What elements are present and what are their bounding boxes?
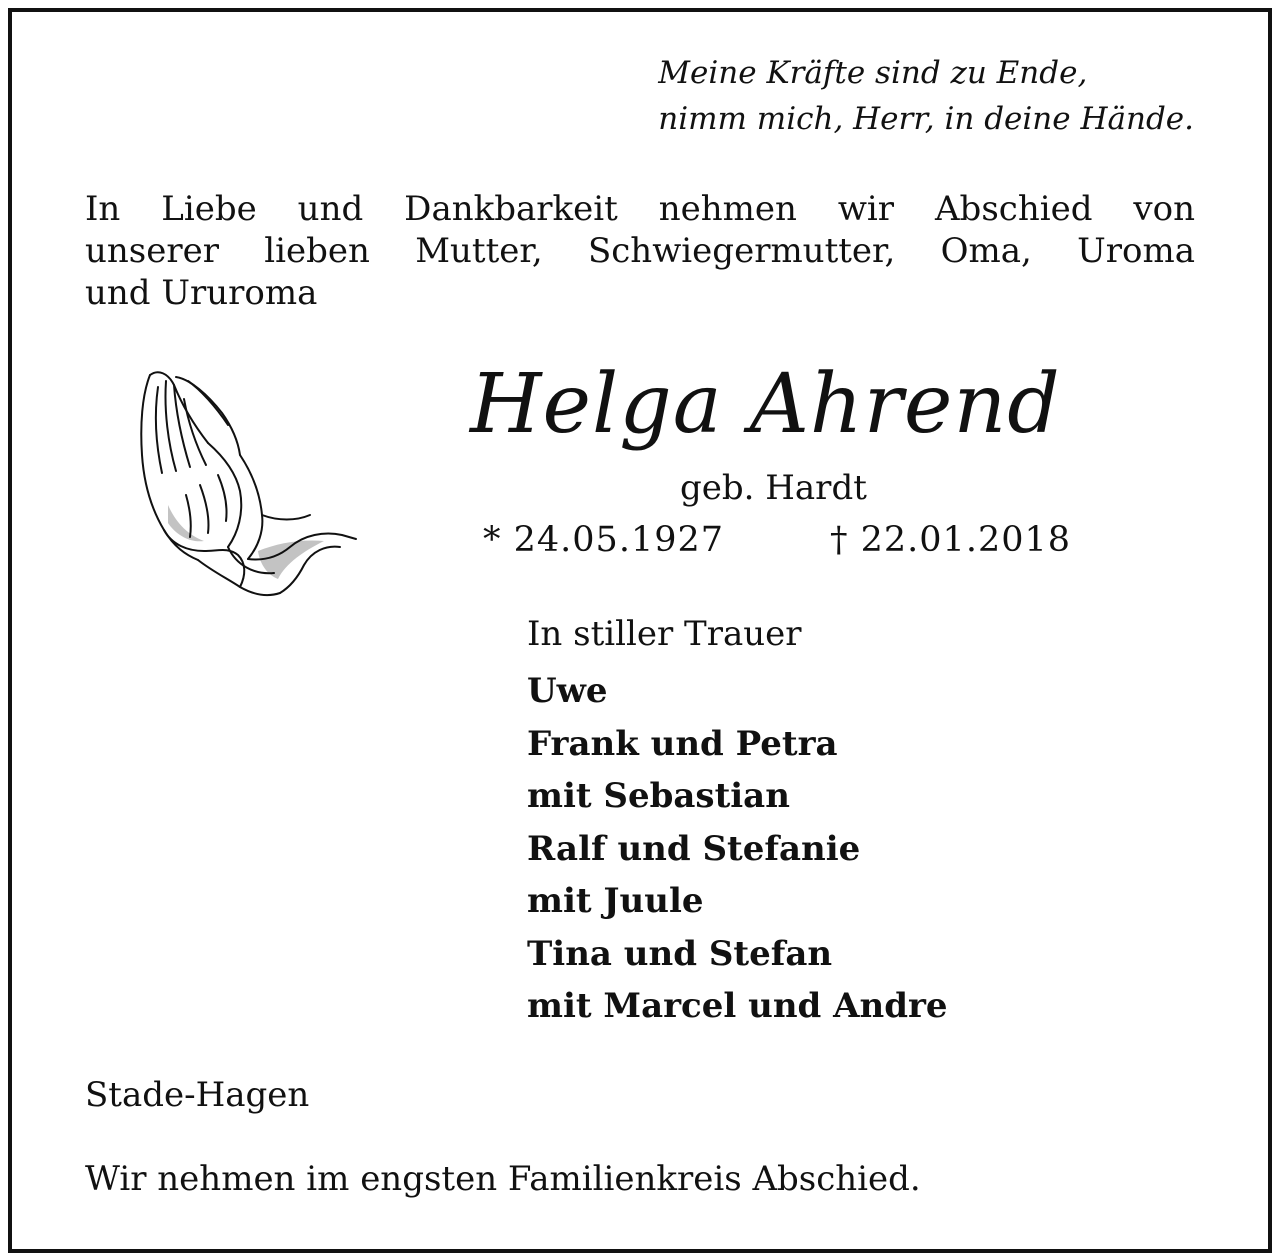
birth-date: * 24.05.1927 (483, 520, 725, 560)
motto-verse (658, 50, 1194, 142)
intro-line: und Ururoma (85, 273, 318, 313)
praying-hands-icon (128, 355, 363, 615)
mourner-name: Tina und Stefan (527, 933, 833, 974)
deceased-name: Helga Ahrend (470, 357, 1061, 452)
intro-line: In Liebe und Dankbarkeit nehmen wir Abschied von (85, 189, 1195, 229)
death-date: † 22.01.2018 (830, 520, 1072, 560)
intro-line: unserer lieben Mutter, Schwiegermutter, Oma, Uroma (85, 231, 1195, 271)
place-name: Stade-Hagen (85, 1075, 310, 1115)
mourner-name: mit Marcel und Andre (527, 986, 948, 1026)
mourner-name: Uwe (527, 671, 608, 711)
motto-line: Meine Kräfte sind zu Ende, (658, 55, 1088, 91)
maiden-name: geb. Hardt (680, 468, 867, 508)
mourner-name: mit Sebastian (527, 776, 790, 816)
mourners-list (527, 665, 948, 1033)
motto-line: nimm mich, Herr, in deine Hände. (658, 101, 1194, 137)
mourning-heading: In stiller Trauer (527, 614, 802, 654)
intro-paragraph (85, 188, 1195, 314)
mourner-name: Ralf und Stefanie (527, 828, 861, 869)
closing-note: Wir nehmen im engsten Familienkreis Abschied. (85, 1159, 921, 1199)
mourner-name: mit Juule (527, 881, 704, 921)
mourner-name: Frank und Petra (527, 723, 838, 764)
